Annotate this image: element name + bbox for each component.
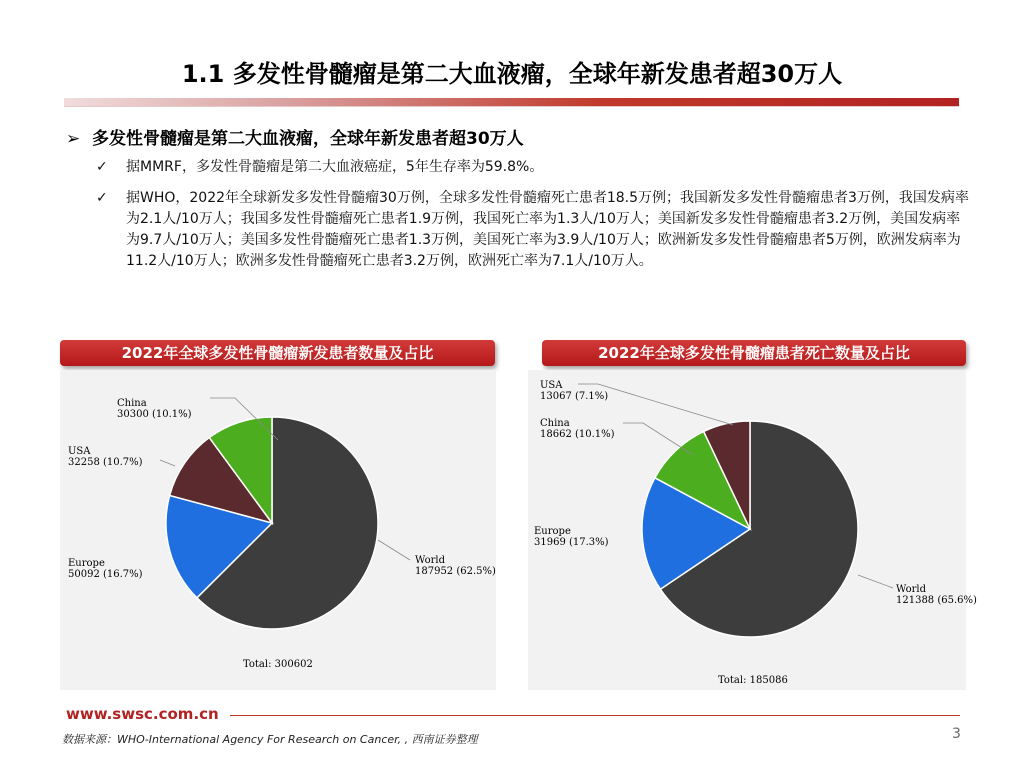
pie1-label-usa-name: USA <box>68 446 91 457</box>
leader-line <box>858 575 893 588</box>
chart-1-title: 2022年全球多发性骨髓瘤新发患者数量及占比 <box>60 340 495 366</box>
sub-bullet-text: 据MMRF，多发性骨髓瘤是第二大血液癌症，5年生存率为59.8%。 <box>126 159 544 175</box>
footer-divider <box>230 715 960 716</box>
sub-bullet-2 <box>96 188 970 272</box>
pie2-label-china-name: China <box>540 418 570 429</box>
leader-line <box>160 460 175 466</box>
title-underline <box>64 98 959 106</box>
pie2-label-europe-name: Europe <box>534 526 571 537</box>
pie1-label-china-value: 30300 (10.1%) <box>117 409 192 420</box>
title-underline-thin <box>64 106 959 107</box>
data-source-note: 数据来源：WHO-International Agency For Research on Cancer, , 西南证券整理 <box>62 733 478 746</box>
chart-1-panel <box>60 370 496 690</box>
pie-chart-new-cases <box>60 370 496 690</box>
main-bullet <box>66 124 524 149</box>
pie1-label-europe-value: 50092 (16.7%) <box>68 569 143 580</box>
leader-line <box>378 540 410 560</box>
pie2-label-china-value: 18662 (10.1%) <box>540 429 615 440</box>
page-number: 3 <box>952 726 961 742</box>
pie2-total: Total: 185086 <box>718 675 788 686</box>
sub-bullet-1 <box>96 157 970 178</box>
pie1-total: Total: 300602 <box>243 659 313 670</box>
sub-bullet-text: 据WHO，2022年全球新发多发性骨髓瘤30万例，全球多发性骨髓瘤死亡患者18.5万例；我国新发多发性骨髓瘤患者3万例，我国发病率为2.1人/10万人；我国多发性骨髓瘤死亡患者1.9万例，我国死亡率为1.3人/10万人；美国新发多发性骨髓瘤患者3.2万例，美国发病率为9.7人/10万人；美国多发性骨髓瘤死亡患者1.3万例，美国死亡率为3.9人/10万人；欧洲新发多发性骨髓瘤患者5万例，欧洲发病率为11.2人/10万人；欧洲多发性骨髓瘤死亡患者3.2万例，欧洲死亡率为7.1人/10万人。 <box>126 190 969 269</box>
pie1-label-europe-name: Europe <box>68 558 105 569</box>
chart-2-panel <box>528 370 977 690</box>
pie1-label-world-name: World <box>415 555 445 566</box>
pie2-label-usa-value: 13067 (7.1%) <box>540 391 609 402</box>
pie1-label-world-value: 187952 (62.5%) <box>415 566 496 577</box>
pie-chart-deaths <box>528 370 977 690</box>
pie2-label-world-name: World <box>896 584 926 595</box>
chart-2-title: 2022年全球多发性骨髓瘤患者死亡数量及占比 <box>542 340 966 366</box>
pie2-label-europe-value: 31969 (17.3%) <box>534 537 609 548</box>
pie2-label-usa-name: USA <box>540 380 563 391</box>
check-icon: ✓ <box>96 190 108 206</box>
arrow-bullet-icon: ➢ <box>66 129 81 149</box>
pie1-label-china-name: China <box>117 398 147 409</box>
pie2-label-world-value: 121388 (65.6%) <box>896 595 977 606</box>
main-bullet-text: 多发性骨髓瘤是第二大血液瘤，全球年新发患者超30万人 <box>92 129 524 149</box>
check-icon: ✓ <box>96 159 108 175</box>
pie1-label-usa-value: 32258 (10.7%) <box>68 457 143 468</box>
footer-url-link[interactable]: www.swsc.com.cn <box>66 705 219 723</box>
page-title: 1.1 多发性骨髓瘤是第二大血液瘤，全球年新发患者超30万人 <box>181 60 843 88</box>
